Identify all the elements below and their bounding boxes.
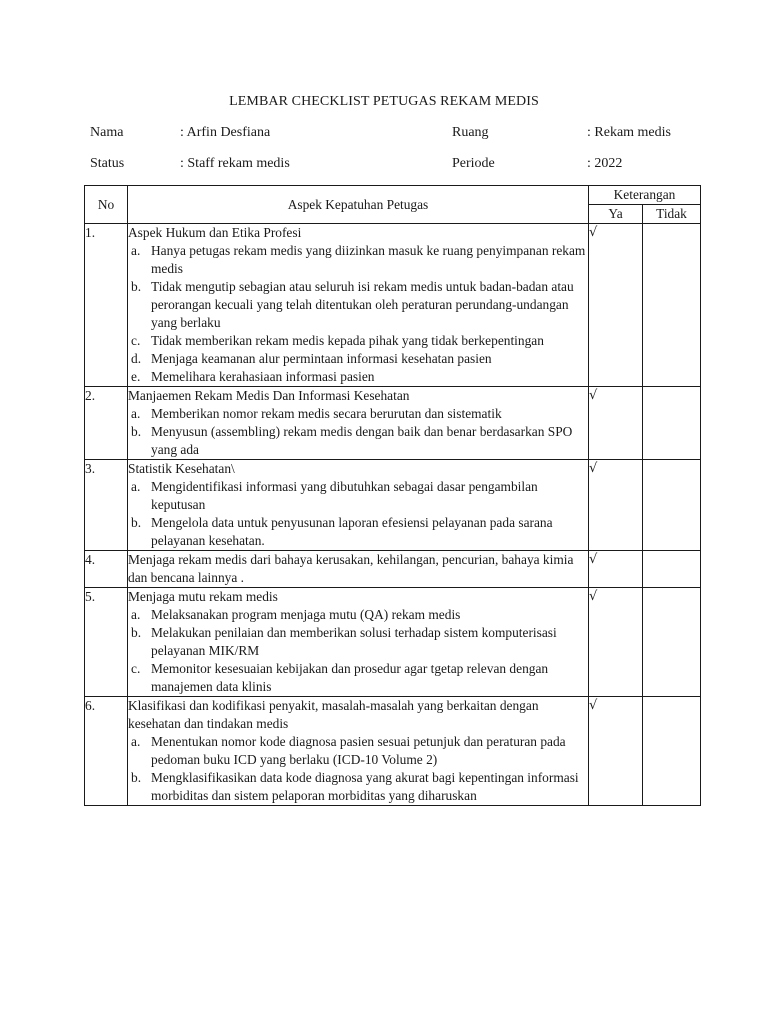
- ya-checkmark: √: [589, 387, 643, 460]
- row-number: 1.: [85, 224, 128, 387]
- header-ya: Ya: [589, 205, 643, 224]
- aspect-item: [128, 660, 588, 696]
- row-number: 3.: [85, 460, 128, 551]
- tidak-cell: [643, 460, 701, 551]
- aspect-item-text: Melakukan penilaian dan memberikan solusi terhadap sistem komputerisasi pelayanan MIK/RM: [151, 625, 557, 658]
- aspect-item: [128, 514, 588, 550]
- aspect-item-text: Mengelola data untuk penyusunan laporan efesiensi pelayanan pada sarana pelayanan kesehatan.: [151, 515, 553, 548]
- aspect-item: [128, 332, 588, 350]
- aspect-cell: [128, 697, 589, 806]
- periode-label: Periode: [452, 156, 495, 171]
- aspect-item: [128, 368, 588, 386]
- row-number: 5.: [85, 588, 128, 697]
- aspect-item: [128, 624, 588, 660]
- aspect-item-label: b.: [131, 424, 142, 439]
- aspect-item-text: Memelihara kerahasiaan informasi pasien: [151, 369, 375, 384]
- table-row: [85, 387, 701, 460]
- header-no: No: [85, 186, 128, 224]
- aspect-heading: Menjaga rekam medis dari bahaya kerusakan, kehilangan, pencurian, bahaya kimia dan bencana lainnya .: [128, 552, 574, 585]
- status-label: Status: [90, 156, 125, 171]
- aspect-item: [128, 278, 588, 332]
- aspect-item: [128, 423, 588, 459]
- aspect-item: [128, 733, 588, 769]
- tidak-cell: [643, 551, 701, 588]
- table-row: [85, 551, 701, 588]
- table-row: [85, 697, 701, 806]
- aspect-item-label: b.: [131, 515, 142, 530]
- table-row: [85, 224, 701, 387]
- aspect-item-label: d.: [131, 351, 142, 366]
- aspect-cell: [128, 551, 589, 588]
- aspect-item-list: [128, 606, 588, 696]
- aspect-cell: [128, 588, 589, 697]
- aspect-item: [128, 606, 588, 624]
- row-number: 2.: [85, 387, 128, 460]
- aspect-item-list: [128, 478, 588, 550]
- aspect-item-label: a.: [131, 243, 141, 258]
- aspect-heading: Klasifikasi dan kodifikasi penyakit, masalah-masalah yang berkaitan dengan kesehatan dan tindakan medis: [128, 698, 539, 731]
- aspect-heading: Aspek Hukum dan Etika Profesi: [128, 225, 302, 240]
- aspect-item-text: Tidak mengutip sebagian atau seluruh isi rekam medis untuk badan-badan atau perorangan kecuali yang telah ditentukan oleh peraturan perundang-undangan yang berlaku: [151, 279, 574, 330]
- aspect-item-text: Mengklasifikasikan data kode diagnosa yang akurat bagi kepentingan informasi morbiditas dan sistem pelaporan morbiditas yang diharuskan: [151, 770, 579, 803]
- aspect-item-label: b.: [131, 770, 142, 785]
- aspect-item-text: Memonitor kesesuaian kebijakan dan prosedur agar tgetap relevan dengan manajemen data klinis: [151, 661, 549, 694]
- ruang-label: Ruang: [452, 125, 489, 140]
- aspect-item-label: a.: [131, 734, 141, 749]
- aspect-item-label: c.: [131, 661, 141, 676]
- ya-checkmark: √: [589, 697, 643, 806]
- header-aspect: Aspek Kepatuhan Petugas: [128, 186, 589, 224]
- table-header-row: [85, 186, 701, 205]
- aspect-item: [128, 769, 588, 805]
- table-row: [85, 588, 701, 697]
- tidak-cell: [643, 387, 701, 460]
- ya-checkmark: √: [589, 588, 643, 697]
- header-keterangan: Keterangan: [589, 186, 701, 205]
- aspect-item-list: [128, 405, 588, 459]
- tidak-cell: [643, 697, 701, 806]
- row-number: 4.: [85, 551, 128, 588]
- aspect-item-label: e.: [131, 369, 141, 384]
- aspect-item-label: a.: [131, 479, 141, 494]
- aspect-item-text: Mengidentifikasi informasi yang dibutuhkan sebagai dasar pengambilan keputusan: [151, 479, 538, 512]
- nama-value: : Arfin Desfiana: [180, 125, 271, 140]
- aspect-item-list: [128, 733, 588, 805]
- status-value: : Staff rekam medis: [180, 156, 290, 171]
- row-number: 6.: [85, 697, 128, 806]
- document-title: LEMBAR CHECKLIST PETUGAS REKAM MEDIS: [229, 94, 539, 109]
- aspect-item: [128, 478, 588, 514]
- aspect-item: [128, 405, 588, 423]
- aspect-item-text: Menyusun (assembling) rekam medis dengan baik dan benar berdasarkan SPO yang ada: [151, 424, 573, 457]
- aspect-heading: Manjaemen Rekam Medis Dan Informasi Kesehatan: [128, 388, 410, 403]
- aspect-heading: Menjaga mutu rekam medis: [128, 589, 278, 604]
- tidak-cell: [643, 224, 701, 387]
- aspect-item: [128, 350, 588, 368]
- aspect-item-text: Menjaga keamanan alur permintaan informasi kesehatan pasien: [151, 351, 492, 366]
- periode-value: : 2022: [587, 156, 623, 171]
- tidak-cell: [643, 588, 701, 697]
- nama-label: Nama: [90, 125, 124, 140]
- aspect-item-text: Melaksanakan program menjaga mutu (QA) rekam medis: [151, 607, 461, 622]
- ya-checkmark: √: [589, 224, 643, 387]
- ya-checkmark: √: [589, 551, 643, 588]
- aspect-item-text: Menentukan nomor kode diagnosa pasien sesuai petunjuk dan peraturan pada pedoman buku ICD yang berlaku (ICD-10 Volume 2): [151, 734, 566, 767]
- aspect-item-label: c.: [131, 333, 141, 348]
- header-tidak: Tidak: [643, 205, 701, 224]
- aspect-item-text: Memberikan nomor rekam medis secara berurutan dan sistematik: [151, 406, 502, 421]
- aspect-item-text: Hanya petugas rekam medis yang diizinkan masuk ke ruang penyimpanan rekam medis: [151, 243, 586, 276]
- aspect-cell: [128, 387, 589, 460]
- aspect-item: [128, 242, 588, 278]
- ruang-value: : Rekam medis: [587, 125, 671, 140]
- ya-checkmark: √: [589, 460, 643, 551]
- aspect-item-label: a.: [131, 406, 141, 421]
- table-row: [85, 460, 701, 551]
- aspect-item-list: [128, 242, 588, 386]
- aspect-item-label: a.: [131, 607, 141, 622]
- aspect-item-label: b.: [131, 279, 142, 294]
- aspect-cell: [128, 460, 589, 551]
- aspect-cell: [128, 224, 589, 387]
- aspect-heading: Statistik Kesehatan\: [128, 461, 235, 476]
- aspect-item-text: Tidak memberikan rekam medis kepada pihak yang tidak berkepentingan: [151, 333, 544, 348]
- aspect-item-label: b.: [131, 625, 142, 640]
- checklist-table: [84, 185, 701, 806]
